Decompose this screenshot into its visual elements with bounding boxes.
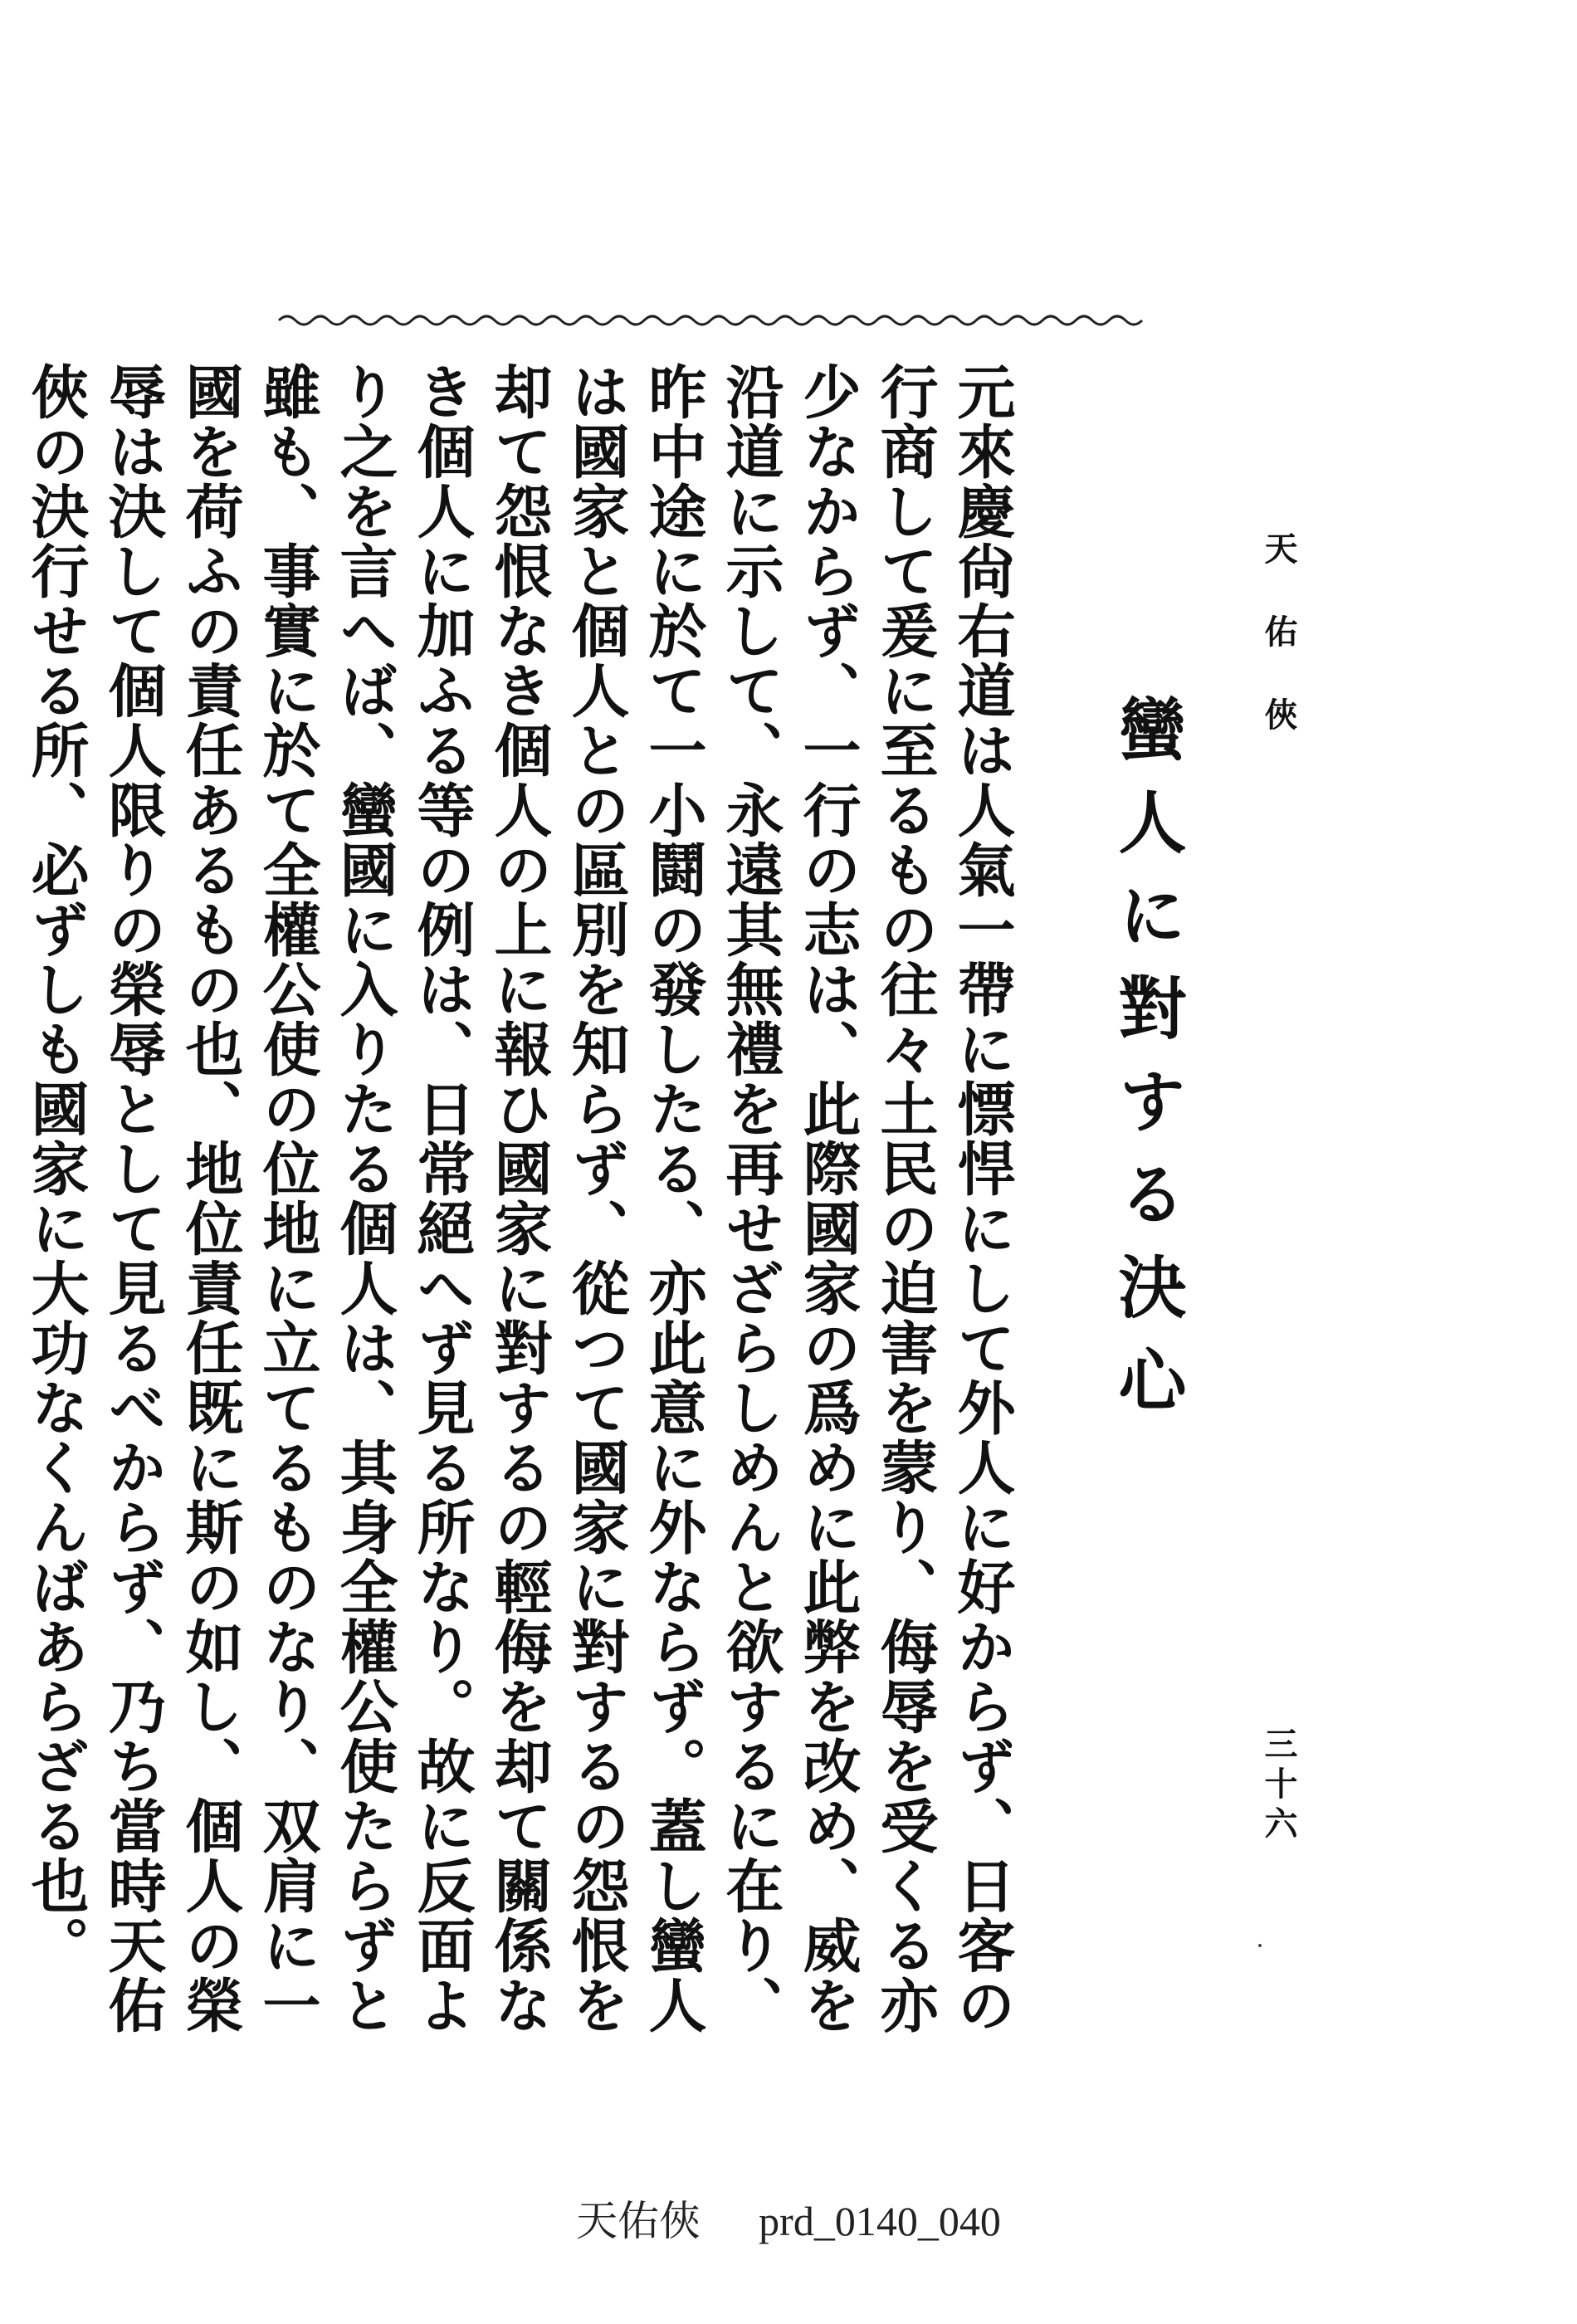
wavy-rule: [279, 310, 1142, 330]
page-speck: [1258, 1944, 1262, 1947]
body-text: 元來慶尙右道は人氣一帶に慓悍にして外人に好からず、日客の行商して爰に至るもの往々土民の迫害を蒙り、侮辱を受くる亦少なからず、一行の志は、此際國家の爲めに此弊を改め、威を沿道に示して、永遠其無禮を再せざらしめんと欲するに在り、昨中途に於て一小鬪の發したる、亦此意に外ならず。蓋し蠻人は國家と個人との區別を知らず、從つて國家に對するの怨恨を却て怨恨なき個人の上に報ひ國家に對するの輕侮を却て關係なき個人に加ふる等の例は、日常絕へず見る所なり。故に反面より之を言へば、蠻國に入りたる個人は、其身全權公使たらずと雖も、事實に於て全權公使の位地に立てるものなり、双肩に一國を荷ふの責任あるもの也、地位責任既に斯の如し、個人の榮辱は決して個人限りの榮辱として見るべからず、乃ち當時天佑俠の決行せる所、必ずしも國家に大功なくんばあらざる也。: [22, 362, 1017, 2035]
running-head: 天佑俠: [1259, 531, 1298, 780]
footer-title: 天佑俠: [576, 2198, 701, 2244]
footer-id: prd_0140_040: [759, 2198, 1001, 2244]
chapter-title: 蠻人に對する決心: [1107, 694, 1187, 1438]
page-number: 三十六: [1259, 1726, 1298, 1846]
footer: [0, 2188, 1577, 2248]
